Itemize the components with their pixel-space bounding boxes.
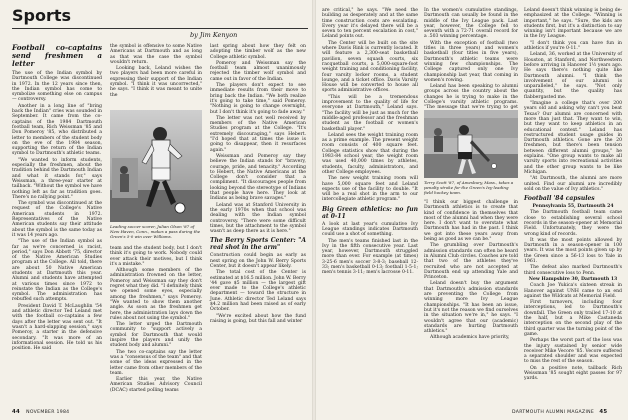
paragraph: Leland has been speaking to alumni groups across the country about the changes he is trying to make in the College's varsity athletic programs. "The message that we're trying to get <box>424 84 518 111</box>
paragraph: The two co-captains say the letter was a "consensus of the team" and that some of the ideas expressed in the letter came from other members of the team. <box>110 349 202 376</box>
paragraph: are critical," he says. "We need the building as desperately and at the same time construction costs are escalating. Every year it's delayed there will be a seven to ten percent escalation in cost," Leland points out. <box>322 8 418 40</box>
paragraph: Although academics have priority, <box>430 335 510 341</box>
right-column-3 <box>524 8 622 406</box>
paragraph: Construction could begin as early as next spring on the John W. Berry Sports Center, but it doesn't appear likely. <box>210 253 306 269</box>
paragraph: Leland doesn't buy the argument that Dartmouth's admission standards are preventing the College from winning more Ivy League championships. "It has been an issue, but it's not the reason we find ourselves in the situation we're in," he says. "I wouldn't agree that our (academic) standards are hurting Dartmouth athletics." <box>424 281 518 335</box>
paragraph: "I think our biggest challenge in Dartmouth athletics is to create that kind of confidence in themselves that most of the alumni had when they were here. I don't want to overstate what Dartmouth has had in the past. I think we got into these years away from being as good as we can be." <box>424 200 518 243</box>
game-result-heading: New Hampshire 30, Dartmouth 13 <box>528 276 618 282</box>
right-folio <box>512 409 607 415</box>
paragraph: Leland was at Stanford University in the early 1970s when that school was dealing with the Indian symbol controversy. "There were some difficult times, but the attachment to the symbol wasn't as deep there as it is here." <box>210 202 306 235</box>
page-number: 45 <box>599 409 608 415</box>
paragraph: the symbol is offensive to some Native Americans at Dartmouth and as long as that was the case the symbol wouldn't return. <box>110 44 202 65</box>
paragraph: "I don't think you can have fun in athletics if you're 0-11." <box>524 40 622 52</box>
paragraph: team and the student body, but I don't think it's going to work. Nobody could ever attack their motives, but I think it's a mistake." <box>110 246 202 267</box>
paragraph: The symbol was discontinued at the request of the College's Native American students in 1972. Representatives of the Native American students say their attitude about the symbol is the same today as it was 14 years ago. <box>12 201 102 238</box>
paragraph: "The use of the Indian symbol as far as we're concerned is racist, period," says Don Abbott '75, director of the Native American Studies program at the College. All told, there are about 50 Native American students at Dartmouth this year. Alumni and students have attempted at various times since 1972 to reinstate the Indian as the College's symbol. The administration has rebuffed such attempts. <box>12 239 102 303</box>
paragraph: The new weight training room will have 5,000 square feet and Leland expects use of the facility to double. "It will be a real shot in the arm to our intercollegiate athletic program." <box>322 176 418 203</box>
magazine-name: DARTMOUTH ALUMNI MAGAZINE <box>512 410 595 415</box>
paragraph: It was the most points allowed by Dartmouth in a season-opener in 100 years. It was the most points given up by the Green since a 56-13 loss to Yale in 1961. <box>524 237 622 265</box>
paragraph: Leland sees the weight training room as a prime example. The present weight room consists of 400 square feet. College statistics show that during the 1983-84 school year, the weight room was used 40,000 times by athletes, students, faculty, administrators, and other College employees. <box>322 132 418 175</box>
right-page <box>316 0 628 420</box>
paragraph: In the women's cumulative standings, Dartmouth can usually be found in the middle of the Ivy League pack. Last year, however, the College fell to seventh with a 72-71 overall record for a .503 winning percentage. <box>424 8 518 40</box>
left-column-1 <box>12 44 102 404</box>
paragraph: The players don't expect to see immediate results from their move to bring back the Indian. "We both realize it's going to take time," said Pomeroy. "Nothing is going to change overnight, but I don't think it's going to fade away." <box>210 83 306 115</box>
left-page <box>0 0 312 420</box>
right-column-2-bottom <box>424 200 518 406</box>
paragraph: President David T. McLaughlin '54 and athletic director Ted Leland met with the football co-captains a few days after the letter was sent out. "It wasn't a hard-slapping session," says Pomeroy, a starter in the defensive secondary. "It was more of an informational session. He told us his position. He said <box>12 303 102 352</box>
paragraph: "Imagine a college that's over 200 years old and asking why can't you beat Texas? Our alumni are concerned with more than just that. They want to win, but they want to keep athletics in an educational context." Leland has restructured student usage guides in Dartmouth athletics. Gone are the 20 freshmen, but there's been tension between different alumni groups," he explains. "One group wants to make all varsity sports into recreational activities and the other group wants to be like Michigan. <box>524 101 622 175</box>
soccer-player-image <box>110 110 202 222</box>
paragraph: Another in a long line of "bring back the Indian" cries was sounded in September. It came from the co-captains of the 1984 Dartmouth football team, Rich Weissman '85 and Don Pomeroy '85, who distributed a letter to members of the student body on the eve of the 1984 season, supporting the return of the Indian symbol to Dartmouth's athletic teams. <box>12 103 102 157</box>
issue-date: NOVEMBER 1984 <box>26 410 70 415</box>
paragraph: The total cost of the Center is estimated at $16.5 million. John W. Berry '44 gave $5 million — the largest gift ever made to the College's athletic department — toward the structure in June. Athletic director Ted Leland says $4.2 million had been raised as of early October. <box>210 270 306 313</box>
section-title: Sports <box>12 6 72 25</box>
paragraph: The letter was not well received by members of the Native American Studies program at the College. "It's extremely discouraging," says Hebert. "I'd hoped that at times the issue is going to disappear, then it resurfaces again." <box>210 115 306 153</box>
paragraph: "We're excited about how the fund raising is going, but this fall and winter <box>210 313 306 324</box>
byline: by Jim Kenyon <box>190 31 238 39</box>
paragraph: The Center will be built on the site where Davis Rink is currently located. It will feature a 2,300-seat basketball pavilion, seven squash courts, six racquetball courts, a 5,000-square-foot weight training and conditioning facility, four varsity locker rooms, a student lounge, and a ticket office. Davis Varsity House will be converted to house all sports administrative offices. <box>322 40 418 94</box>
game-result-heading: Pennsylvania 55, Dartmouth 24 <box>532 204 614 210</box>
photo-caption: Terry Scott '87, of Amesbury, Mass., takes a penalty stroke for the Green's Ivy-leading field hockey team. <box>424 180 514 195</box>
right-column-2-top <box>424 8 518 111</box>
left-column-3 <box>210 44 306 404</box>
paragraph: The defeat also marked Dartmouth's third consecutive loss to Penn. <box>524 265 622 276</box>
paragraph: The Dartmouth football team came close to establishing several school records in the season-opener at Memorial Field. Unfortunately, they were the wrong kind of records. <box>524 210 622 237</box>
left-folio <box>12 409 69 415</box>
left-column-2-bottom <box>110 246 202 406</box>
page-number: 44 <box>12 409 21 415</box>
header-rule <box>12 28 308 29</box>
paragraph: On a positive note, tailback Rich Weissman '85 sought eight passes for 97 yards. <box>524 365 622 382</box>
paragraph: Pomeroy and Weissman say the football team almost unanimously rejected the timber wolf symbol and came out in favor of the Indian. <box>210 60 306 82</box>
soccer-photo <box>110 110 202 222</box>
paragraph: Although some members of the administration frowned on the letter, Pomeroy and Weissman say they don't regret what they did. "I definitely think we opened some eyes, especially among the freshmen," says Pomeroy. "We wanted to show them another angle. As soon as the freshmen get here, the administration lays down the rules about not using the symbol." <box>110 268 202 321</box>
left-column-2-top <box>110 44 202 104</box>
paragraph: The letter urged the Dartmouth community to "support actively a symbol for Dartmouth that would inspire the players and unify the student body and alumni." <box>110 322 202 349</box>
paragraph: The grumbling over Dartmouth's admission standards can often be heard in Alumni Club circles. Coaches are told that two of the athletes they've recruited who are not accepted at Dartmouth end up attending Yale and Princeton. <box>424 243 518 281</box>
paragraph: First turnovers, including four interceptions, led to Dartmouth's downfall. The Green only trailed 17-10 at the half, but a Mike Castaneda interception on the second play of the third quarter was the turning point of the game. <box>524 300 622 337</box>
paragraph: The men's teams finished last in the Ivy in the fifth consecutive year. Last year, however, Dartmouth struggled more than ever. For example (at times) 3-25-6 men's soccer 3-8-3; baseball 12-33; men's basketball 0-13; football 1-5-1; men's tennis 3-11; men's lacrosse 0-11. <box>322 238 418 276</box>
paragraph: Earlier this year, the Native American Studies Advisory Council (DCAC) started polling teams <box>110 377 202 393</box>
paragraph: Leland, 36, worked at the University of Houston, at Stanford, and Northwestern before arriving in Hanover 1½ years ago. He says there's nothing quite like Dartmouth alumni. "I think the involvement of our alumni is unparalleled," he says. "Not only quantity, but the quality has flabbergasted me. <box>524 52 622 100</box>
article-headline: Football co-captains send freshmen a letter <box>12 43 102 68</box>
paragraph: Looking back, Leland wishes the two players had been more careful in expressing their support of the Indian symbol. "I think it was uncorrected," he says. "I think it was meant to unite the <box>110 66 202 98</box>
paragraph: "At Dartmouth, the alumni are more united. Find our alumni are incredibly sold on the value of Ivy athletics." <box>524 176 622 192</box>
paragraph: With the exception of football (two titles in three years) and women's basketball (four titles in five years), Dartmouth's athletic teams were winning few championships. The College captured only one Ivy championship last year, that coming in women's rowing. <box>424 40 518 83</box>
subhead-berry-center: The Berry Sports Center: "A real shot in the arm" <box>210 237 306 252</box>
paragraph: Coach Joe Yukica's sixteen streak in Hanover against UNH came to an end against the Wildcats at Memorial Field. <box>524 283 622 299</box>
field-hockey-image <box>424 110 518 178</box>
paragraph: last spring about how they felt on adopting the timber wolf as the new College athletic symbol. <box>210 44 306 60</box>
subhead-football-capsules: Football '84 capsules <box>524 195 595 203</box>
field-hockey-photo <box>424 110 518 178</box>
paragraph: Leland doesn't think winning is being de-emphasized at the College. "Winning is important," he says. "Sure, the kids are students first, but it's a distinction to say winning isn't important because we are in the Ivy League. <box>524 8 622 40</box>
paragraph: Weissman and Pomeroy say they believe the Indian stands for "bravery, courage, pride, and tenacity." According to Hebert, the Native Americans at the College don't consider that a compliment. "It discourages people from looking beyond the stereotype of Indians that people have here. They look at Indians as being brave savages." <box>210 153 306 202</box>
paragraph: Perhaps the worst part of the loss was the injury sustained by senior wide receiver Mike Vecore '85. Vecore suffered a separated shoulder and was expected to miss the rest of the season. <box>524 338 622 365</box>
photo-caption: Leading soccer scorer, Julian Olson '87 of New Haven, Conn., makes a pass during the Green's 5-0 win over Williams. <box>110 224 201 239</box>
paragraph: A look at last year's cumulative Ivy League standings indicates Dartmouth could use a shot of something. <box>322 221 418 238</box>
subhead-big-green: Big Green athletics: no fun at 0-11 <box>322 205 418 220</box>
paragraph: "We wanted to inform students, especially the freshmen, about the tradition behind the Dartmouth Indian and what it stands for," says Weissman, a three-year starter at tailback. "Without the symbol we have nothing left as far as tradition goes. There's no rallying point." <box>12 157 102 200</box>
right-column-1 <box>322 8 418 406</box>
paragraph: "This will be a tremendous improvement to the quality of life for everyone at Dartmouth," Leland says. "The facility will be just as much for the middle-aged professor and the freshman student as the football or women's basketball player." <box>322 94 418 132</box>
paragraph: The use of the Indian symbol by Dartmouth College was discontinued in 1972. In the 12 years since then, the Indian symbol has come to symbolize something else on campus — controversy. <box>12 71 102 103</box>
